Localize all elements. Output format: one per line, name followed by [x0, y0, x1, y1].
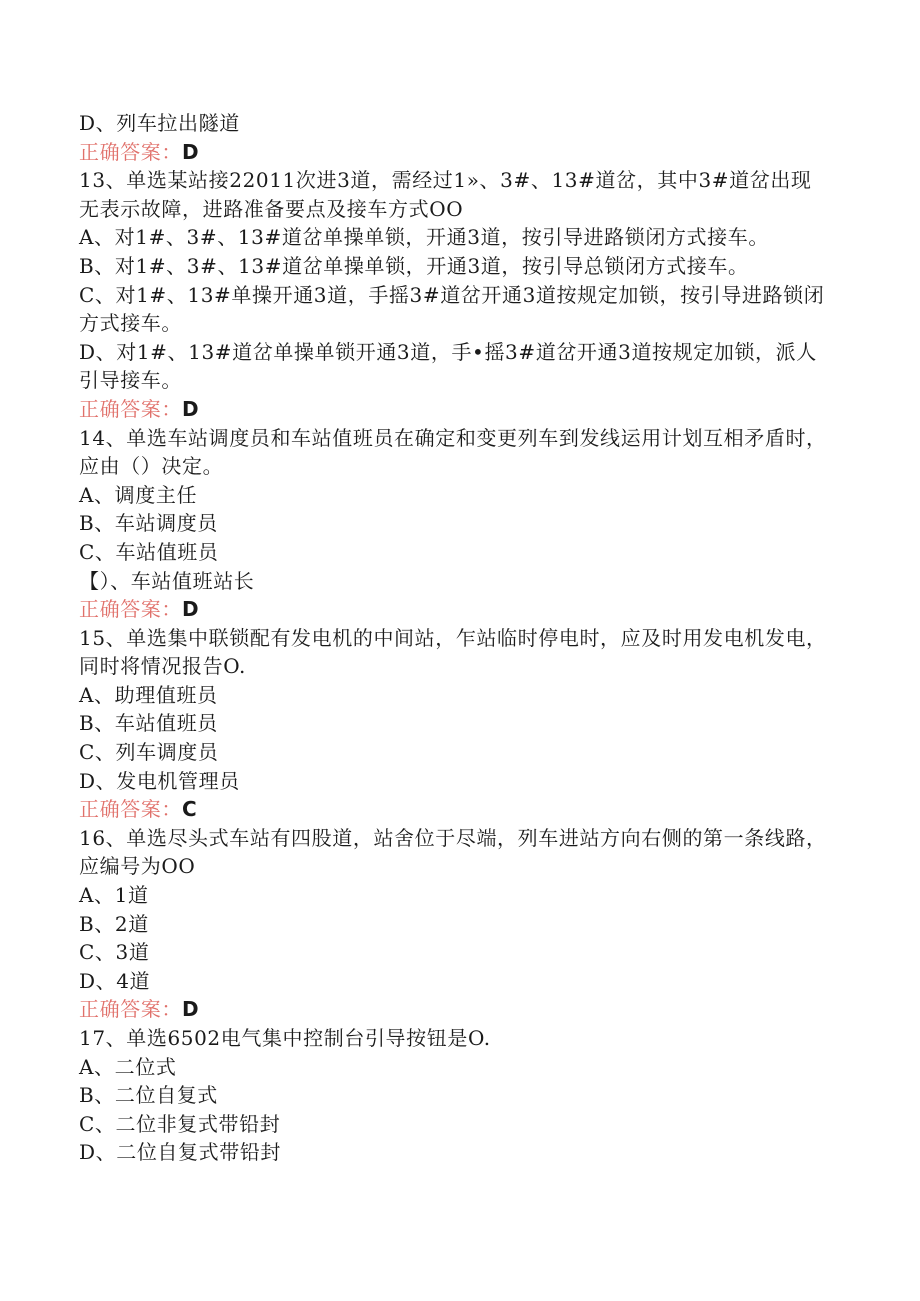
q14-answer [79, 595, 830, 624]
q15-stem: 15、单选集中联锁配有发电机的中间站，乍站临时停电时，应及时用发电机发电，同时将情况报告O. [79, 625, 827, 679]
q16-option-c: C、3道 [79, 940, 150, 965]
q15-option-a: A、助理值班员 [79, 682, 218, 707]
q15-option-b: B、车站值班员 [79, 711, 218, 736]
q14-stem: 14、单选车站调度员和车站值班员在确定和变更列车到发线运用计划互相矛盾时，应由（）决定。 [79, 425, 827, 479]
q16-option-a: A、1道 [79, 883, 149, 908]
q12-option-d: D、列车拉出隧道 [79, 111, 240, 135]
q14-option-b: B、车站调度员 [79, 511, 218, 536]
q13-option-a: A、对1#、3#、13#道岔单操单锁，开通3道，按引导进路锁闭方式接车。 [79, 225, 769, 250]
q17-option-a: A、二位式 [79, 1054, 177, 1079]
q13-option-c: C、对1#、13#单操开通3道，手摇3#道岔开通3道按规定加锁，按引导进路锁闭方式接车。 [79, 282, 825, 336]
q17-option-d: D、二位自复式带铅封 [79, 1140, 282, 1165]
answer-label: 正确答案： [79, 797, 182, 822]
q12-answer [79, 138, 830, 167]
answer-value: D [182, 597, 200, 622]
answer-label: 正确答案： [79, 597, 182, 622]
q13-option-b: B、对1#、3#、13#道岔单操单锁，开通3道，按引导总锁闭方式接车。 [79, 253, 749, 278]
q13-answer [79, 395, 830, 424]
q16-answer [79, 995, 830, 1024]
q17-option-b: B、二位自复式 [79, 1083, 218, 1108]
answer-value: D [182, 396, 200, 421]
q15-option-c: C、列车调度员 [79, 740, 219, 765]
q14-option-a: A、调度主任 [79, 482, 198, 507]
q17-option-c: C、二位非复式带铅封 [79, 1111, 281, 1136]
q14-option-c: C、车站值班员 [79, 539, 219, 564]
answer-label: 正确答案： [79, 396, 182, 421]
q13-option-d: D、对1#、13#道岔单操单锁开通3道，手•摇3#道岔开通3道按规定加锁，派人引导接车。 [79, 339, 817, 393]
q15-option-d: D、发电机管理员 [79, 768, 240, 793]
q16-option-b: B、2道 [79, 911, 149, 936]
q16-option-d: D、4道 [79, 968, 151, 993]
answer-label: 正确答案： [79, 997, 182, 1022]
answer-label: 正确答案： [79, 139, 182, 164]
q15-answer [79, 795, 830, 824]
answer-value: D [182, 139, 200, 164]
answer-value: D [182, 997, 200, 1022]
q17-stem: 17、单选6502电气集中控制台引导按钮是O. [79, 1026, 491, 1050]
answer-value: C [182, 797, 198, 822]
q16-stem: 16、单选尽头式车站有四股道，站舍位于尽端，列车进站方向右侧的第一条线路，应编号为OO [79, 825, 827, 879]
q14-option-d: 【）、车站值班站长 [79, 568, 255, 593]
q13-stem: 13、单选某站接22011次进3道，需经过1»、3#、13#道岔，其中3#道岔出现无表示故障，进路准备要点及接车方式OO [79, 168, 812, 221]
